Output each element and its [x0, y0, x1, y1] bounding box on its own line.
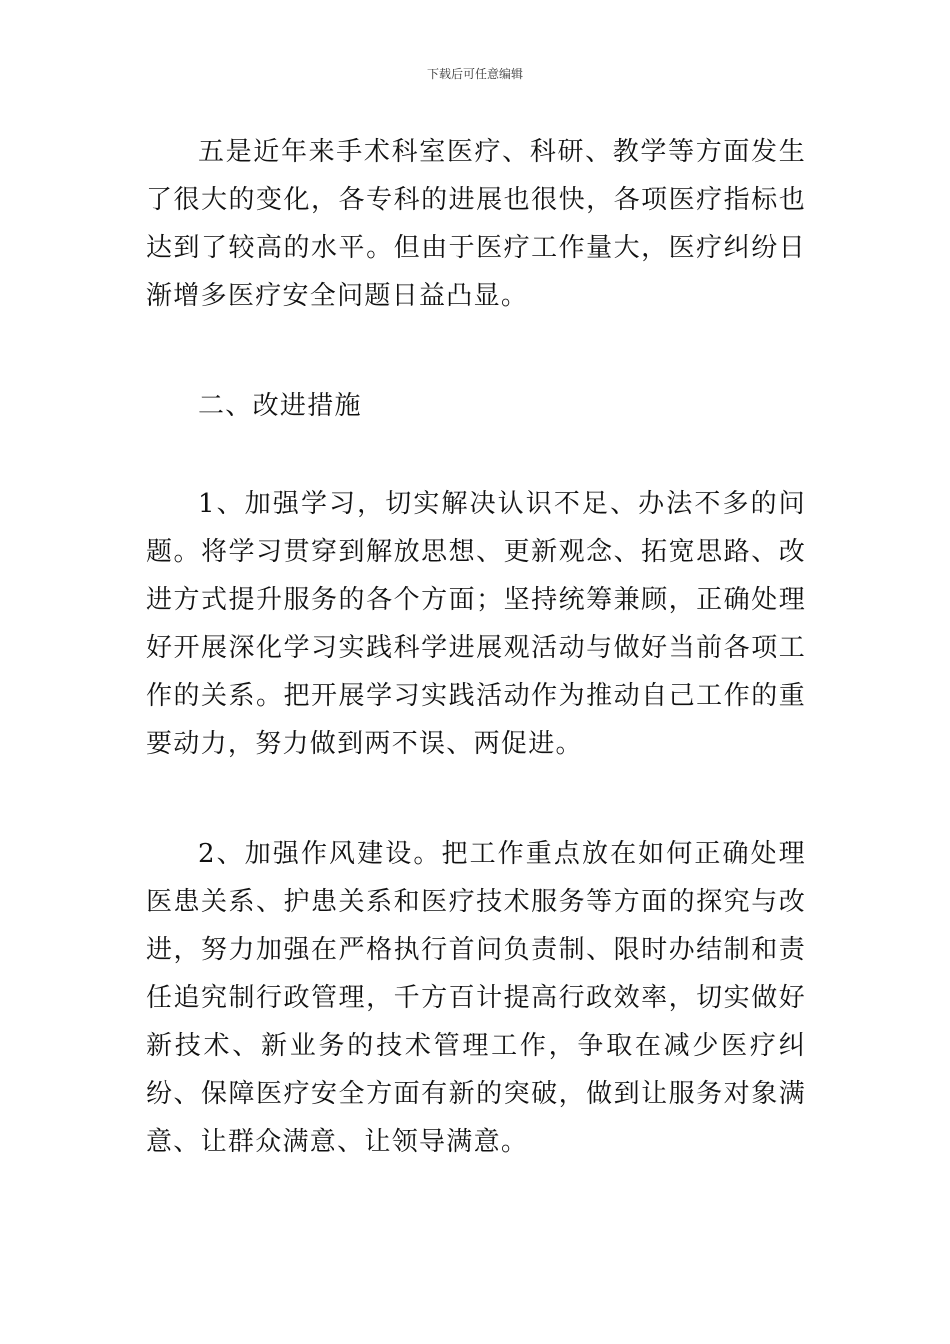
paragraph-item-five: 五是近年来手术科室医疗、科研、教学等方面发生了很大的变化，各专科的进展也很快，各项医疗指标也达到了较高的水平。但由于医疗工作量大，医疗纠纷日渐增多医疗安全问题日益凸显。 — [146, 137, 806, 311]
section-heading: 二、改进措施 — [198, 391, 362, 421]
paragraph-spacer — [146, 768, 806, 830]
paragraph-spacer — [146, 430, 806, 480]
paragraph-measure-2: 2、加强作风建设。把工作重点放在如何正确处理医患关系、护患关系和医疗技术服务等方面的探究与改进，努力加强在严格执行首问负责制、限时办结制和责任追究制行政管理，千方百计提高行政效率，切实做好新技术、新业务的技术管理工作，争取在减少医疗纠纷、保障医疗安全方面有新的突破，做到让服务对象满意、让群众满意、让领导满意。 — [146, 839, 806, 1157]
paragraph-measure-1: 1、加强学习，切实解决认识不足、办法不多的问题。将学习贯穿到解放思想、更新观念、拓宽思路、改进方式提升服务的各个方面；坚持统筹兼顾，正确处理好开展深化学习实践科学进展观活动与做好当前各项工作的关系。把开展学习实践活动作为推动自己工作的重要动力，努力做到两不误、两促进。 — [146, 489, 806, 759]
document-body — [146, 128, 806, 1166]
page-header: 下载后可任意编辑 — [426, 67, 523, 81]
paragraph-spacer — [146, 320, 806, 382]
